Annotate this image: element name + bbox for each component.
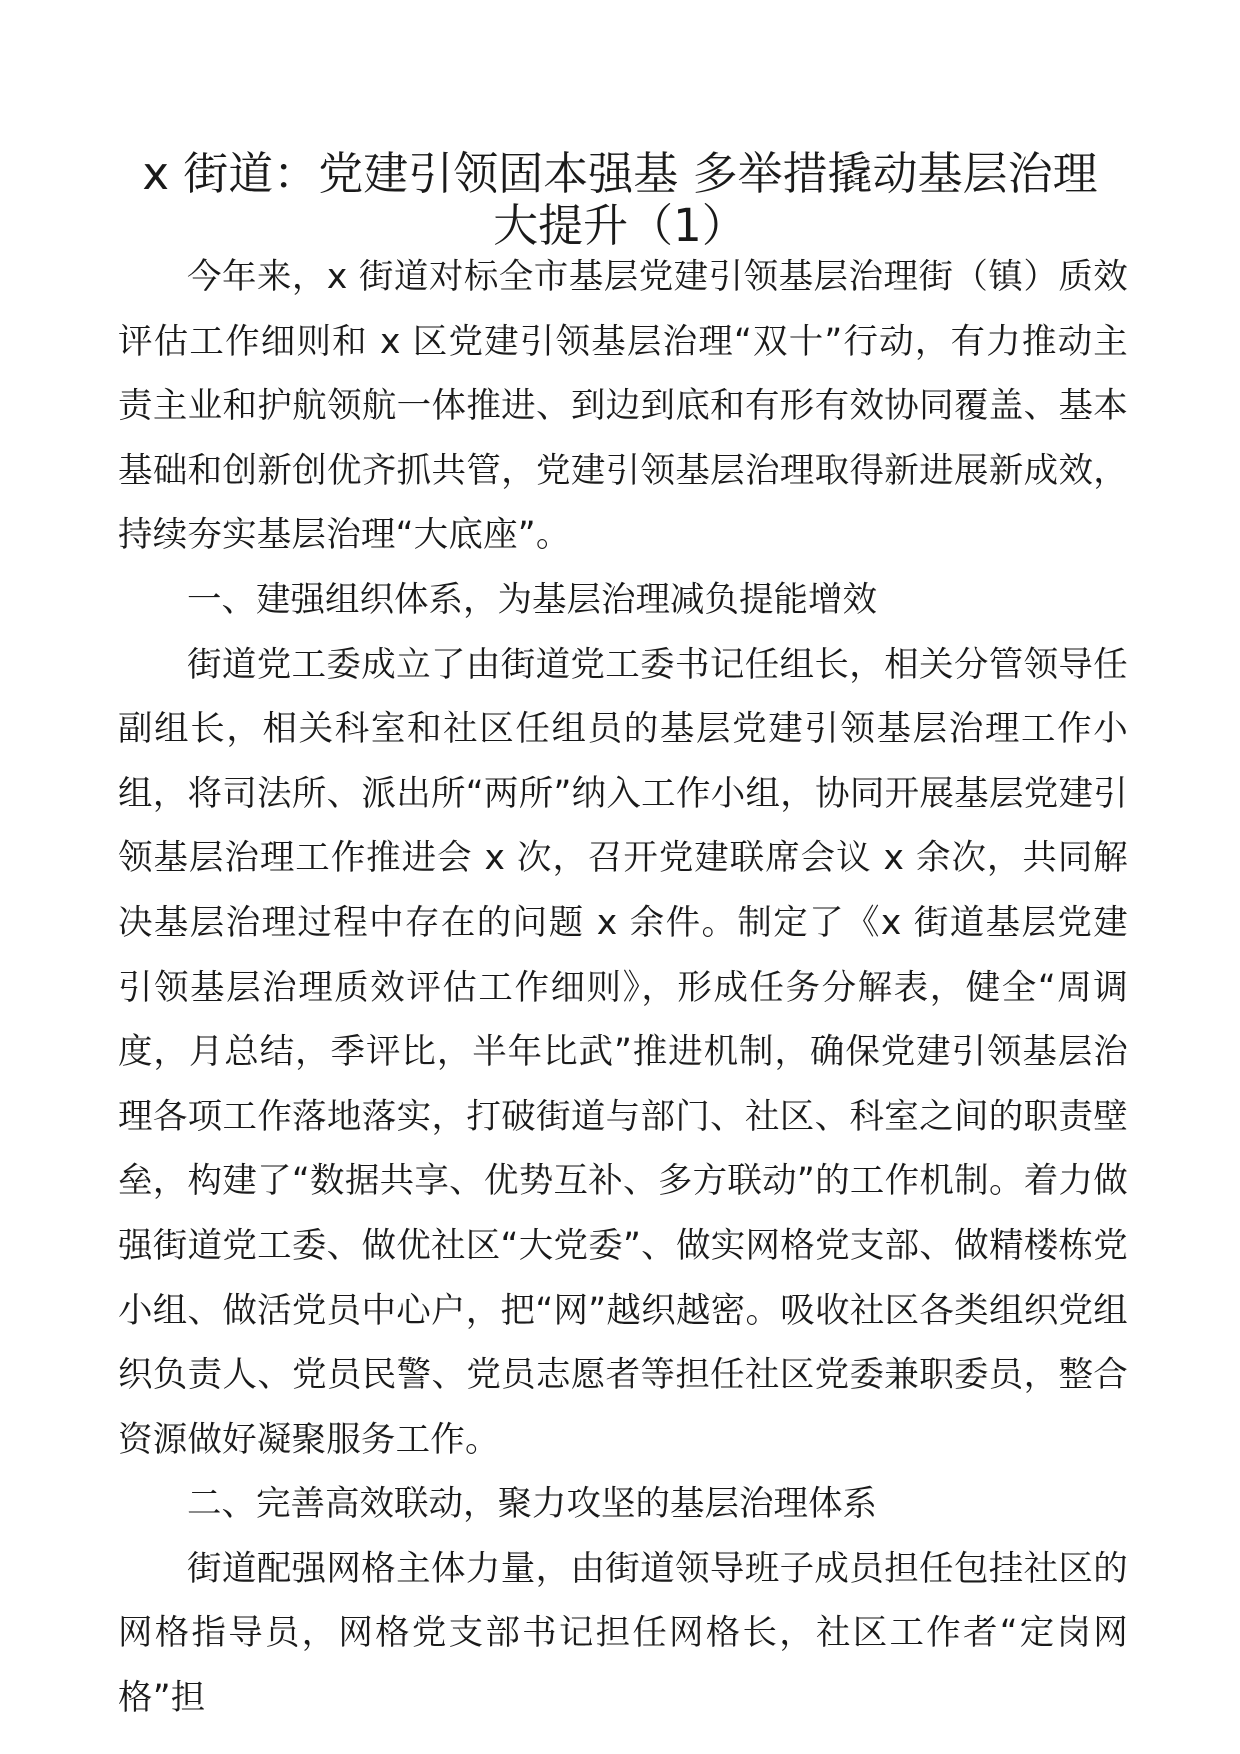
intro-paragraph: 今年来，x 街道对标全市基层党建引领基层治理街（镇）质效评估工作细则和 x 区党建引领基层治理“双十”行动，有力推动主责主业和护航领航一体推进、到边到底和有形有效协同覆盖、基本基础和创新创优齐抓共管，党建引领基层治理取得新进展新成效，持续夯实基层治理“大底座”。 [118,257,1128,556]
document-title-line-2: 大提升（1） [493,199,747,252]
document-body [118,245,1128,1731]
section-1-paragraph: 街道党工委成立了由街道党工委书记任组长，相关分管领导任副组长，相关科室和社区任组员的基层党建引领基层治理工作小组，将司法所、派出所“两所”纳入工作小组，协同开展基层党建引领基层治理工作推进会 x 次，召开党建联席会议 x 余次，共同解决基层治理过程中存在的问题 x 余件。制定了《x 街道基层党建引领基层治理质效评估工作细则》，形成任务分解表，健全“周调度，月总结，季评比，半年比武”推进机制，确保党建引领基层治理各项工作落地落实，打破街道与部门、社区、科室之间的职责壁垒，构建了“数据共享、优势互补、多方联动”的工作机制。着力做强街道党工委、做优社区“大党委”、做实网格党支部、做精楼栋党小组、做活党员中心户，把“网”越织越密。吸收社区各类组织党组织负责人、党员民警、党员志愿者等担任社区党委兼职委员，整合资源做好凝聚服务工作。 [118,644,1128,1460]
section-heading-2: 二、完善高效联动，聚力攻坚的基层治理体系 [187,1484,877,1525]
section-2-paragraph: 街道配强网格主体力量，由街道领导班子成员担任包挂社区的网格指导员，网格党支部书记担任网格长，社区工作者“定岗网格”担 [118,1548,1128,1719]
section-heading-1: 一、建强组织体系，为基层治理减负提能增效 [187,579,877,620]
document-title-line-1: x 街道：党建引领固本强基 多举措撬动基层治理 [142,147,1098,200]
